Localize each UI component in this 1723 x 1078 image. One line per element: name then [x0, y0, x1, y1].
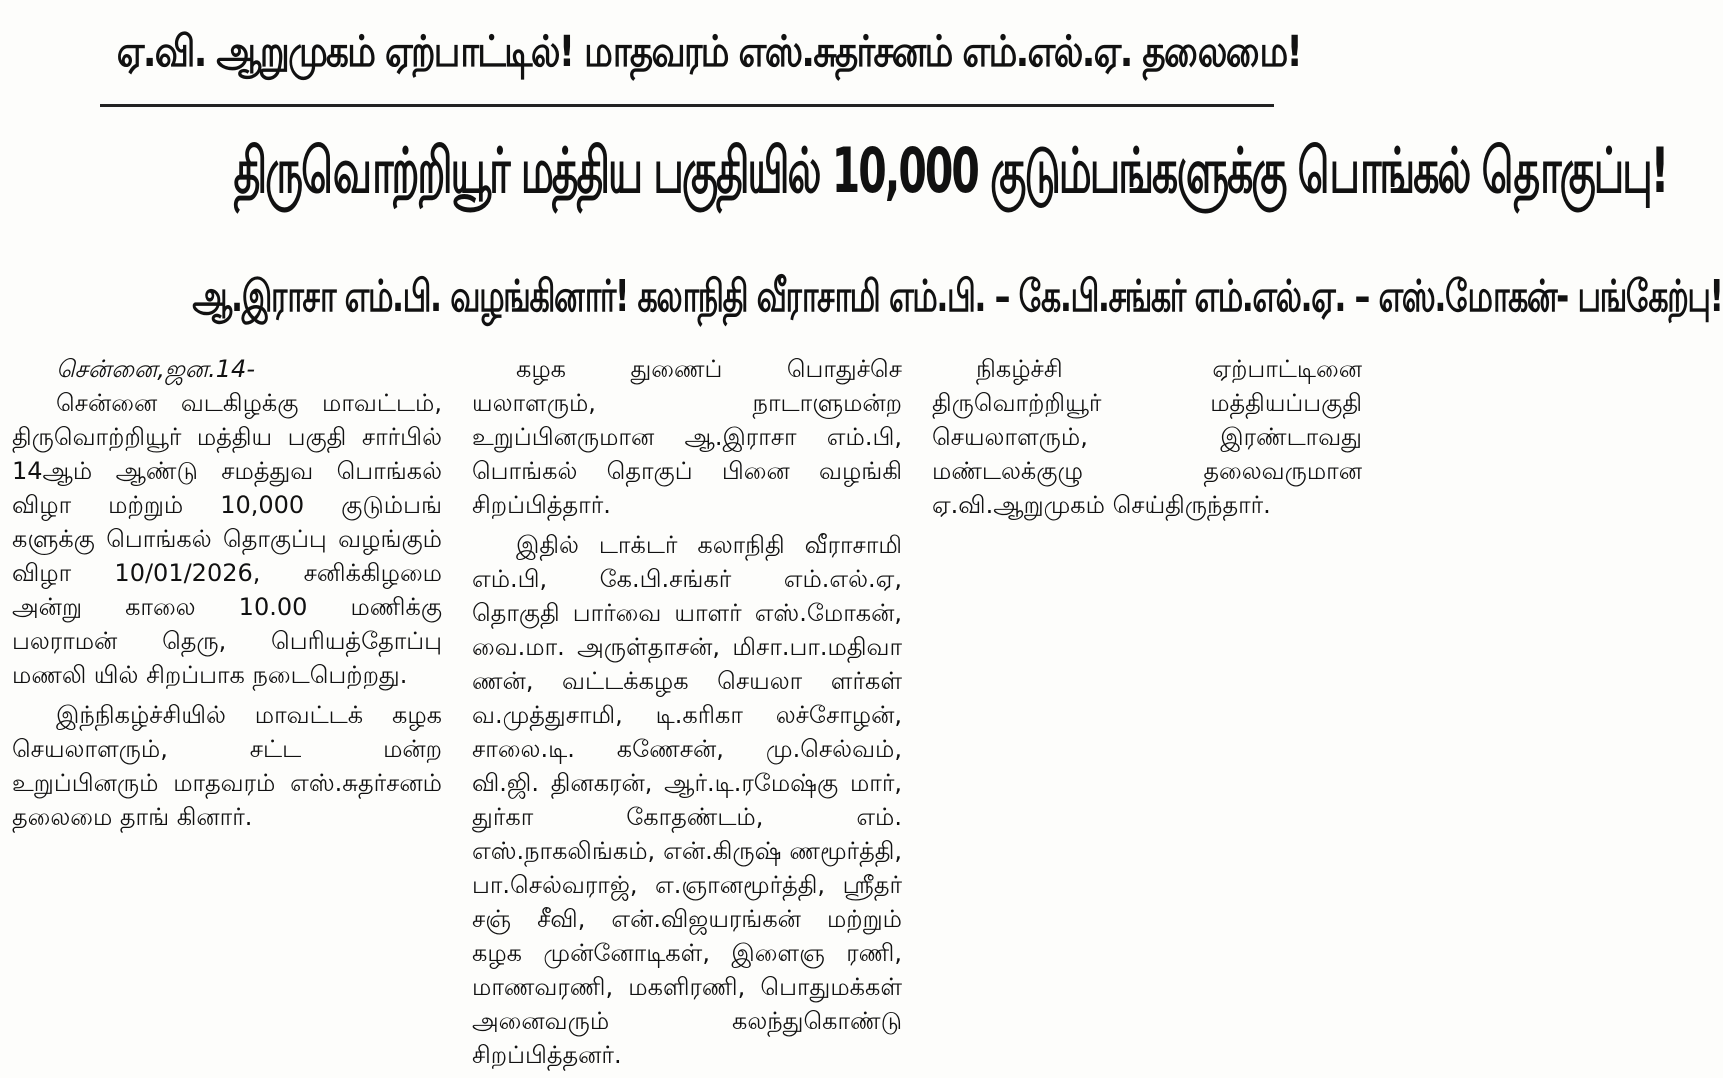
paragraph-1: சென்னை வடகிழக்கு மாவட்டம், திருவொற்றியூர் மத்திய பகுதி சார்பில் 14ஆம் ஆண்டு சமத்துவ பொங்கல் விழா மற்றும் 10,000 குடும்பங் களுக்கு பொங்கல் தொகுப்பு வழங்கும் விழா 10/01/2026, சனிக்கிழமை அன்று காலை 10.00 மணிக்கு பலராமன் தெரு, பெரியத்தோப்பு மணலி யில் சிறப்பாக நடைபெற்றது. — [12, 389, 442, 689]
paragraph-3: கழக துணைப் பொதுச்செ யலாளரும், நாடாளுமன்ற உறுப்பினருமான ஆ.இராசா எம்.பி, பொங்கல் தொகுப் பினை வழங்கி சிறப்பித்தார். — [472, 355, 902, 519]
paragraph-5: நிகழ்ச்சி ஏற்பாட்டினை திருவொற்றியூர் மத்தியப்பகுதி செயலாளரும், இரண்டாவது மண்டலக்குழு தலைவருமான ஏ.வி.ஆறுமுகம் செய்திருந்தார். — [932, 355, 1362, 519]
article-body — [12, 352, 1362, 1069]
dateline: சென்னை,ஜன.14- — [56, 355, 255, 383]
paragraph-4: இதில் டாக்டர் கலாநிதி வீராசாமி எம்.பி, கே.பி.சங்கர் எம்.எல்.ஏ, தொகுதி பார்வை யாளர் எஸ்.மோகன், வை.மா. அருள்தாசன், மிசா.பா.மதிவா ணன், வட்டக்கழக செயலா ளர்கள் வ.முத்துசாமி, டி.கரிகா லச்சோழன், சாலை.டி. கணேசன், மு.செல்வம், வி.ஜி. தினகரன், ஆர்.டி.ரமேஷ்கு மார், துர்கா கோதண்டம், எம். எஸ்.நாகலிங்கம், என்.கிருஷ் ணமூர்த்தி, பா.செல்வராஜ், எ.ஞானமூர்த்தி, ஸ்ரீதர் சஞ் சீவி, என்.விஜயரங்கன் மற்றும் கழக முன்னோடிகள், இளைஞ ரணி, மாணவரணி, மகளிரணி, பொதுமக்கள் அனைவரும் கலந்துகொண்டு சிறப்பித்தனர். — [472, 531, 902, 1069]
kicker-headline: ஏ.வி. ஆறுமுகம் ஏற்பாட்டில்! மாதவரம் எஸ்.சுதர்சனம் எம்.எல்.ஏ. தலைமை! — [116, 27, 1302, 77]
headline-divider — [100, 104, 1274, 107]
main-headline: திருவொற்றியூர் மத்திய பகுதியில் 10,000 குடும்பங்களுக்கு பொங்கல் தொகுப்பு! — [233, 134, 1668, 207]
sub-headline: ஆ.இராசா எம்.பி. வழங்கினார்! கலாநிதி வீராசாமி எம்.பி. – கே.பி.சங்கர் எம்.எல்.ஏ. – எஸ்.மோகன்- பங்கேற்பு! — [192, 271, 1723, 322]
paragraph-2: இந்நிகழ்ச்சியில் மாவட்டக் கழக செயலாளரும், சட்ட மன்ற உறுப்பினரும் மாதவரம் எஸ்.சுதர்சனம் தலைமை தாங் கினார். — [12, 701, 442, 831]
article-column-2 — [472, 352, 902, 1078]
article-column-1 — [12, 352, 442, 840]
article-column-3 — [932, 352, 1362, 528]
